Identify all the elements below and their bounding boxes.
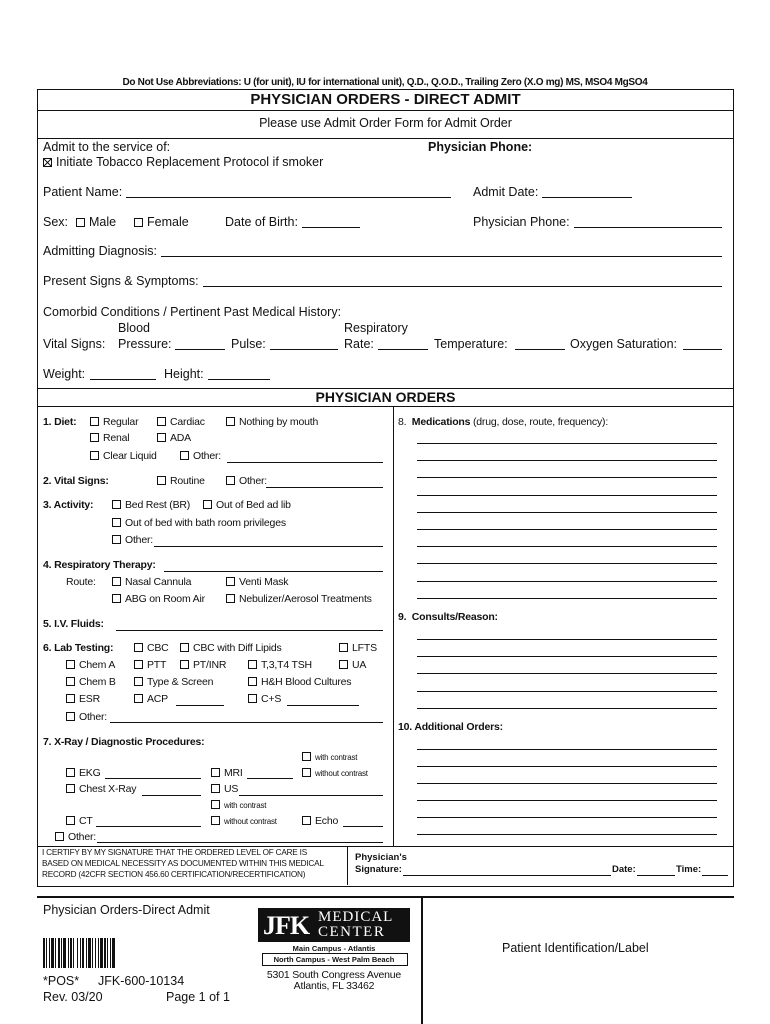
admit-date-field[interactable]	[542, 197, 632, 198]
activity-oob-ad-lib[interactable]	[203, 499, 291, 511]
diet-npo[interactable]	[226, 416, 318, 428]
label: with contrast	[315, 753, 358, 762]
us-field[interactable]	[239, 795, 383, 796]
ct-with-contrast[interactable]	[211, 800, 266, 810]
divider	[37, 846, 734, 847]
lab-ua[interactable]	[339, 659, 366, 671]
write-in-line[interactable]	[417, 800, 717, 801]
diet-other-field[interactable]	[227, 462, 383, 463]
write-in-line[interactable]	[417, 766, 717, 767]
iv-fluids-field[interactable]	[116, 630, 383, 631]
xray-ct[interactable]	[66, 815, 93, 827]
lab-cs[interactable]	[248, 693, 281, 705]
signs-symptoms-field[interactable]	[203, 286, 722, 287]
barcode-bar	[68, 938, 69, 968]
admit-date-label: Admit Date:	[473, 185, 539, 199]
acp-field[interactable]	[176, 705, 224, 706]
signature-label-1: Physician's	[355, 852, 407, 863]
page-number: Page 1 of 1	[166, 990, 230, 1004]
lab-testing-label: 6. Lab Testing:	[43, 642, 114, 654]
address-line-2: Atlantis, FL 33462	[293, 980, 375, 992]
main-campus: Main Campus - Atlantis	[292, 944, 376, 953]
lab-acp[interactable]	[134, 693, 168, 705]
lab-lfts[interactable]	[339, 642, 377, 654]
label: CBC with Diff Lipids	[193, 642, 282, 654]
checkbox[interactable]	[55, 832, 64, 841]
pulse-field[interactable]	[270, 349, 338, 350]
checkbox[interactable]	[302, 752, 311, 761]
signature-field[interactable]	[403, 875, 611, 876]
checkbox[interactable]	[339, 660, 348, 669]
jfk-logo	[258, 908, 410, 942]
lab-cbc-diff[interactable]	[180, 642, 282, 654]
checkbox[interactable]	[112, 518, 121, 527]
write-in-line[interactable]	[417, 708, 717, 709]
write-in-line[interactable]	[417, 512, 717, 513]
pos-label: *POS*	[43, 974, 80, 988]
resp-nasal[interactable]	[112, 576, 191, 588]
respiratory-label: 4. Respiratory Therapy:	[43, 559, 156, 571]
label: US	[224, 783, 239, 795]
activity-other-field[interactable]	[154, 546, 383, 547]
tobacco-protocol[interactable]	[43, 155, 323, 169]
write-in-line[interactable]	[417, 546, 717, 547]
checkbox[interactable]	[157, 433, 166, 442]
checkbox[interactable]	[66, 694, 75, 703]
physician-phone-header: Physician Phone:	[428, 140, 533, 154]
sex-label: Sex:	[43, 215, 69, 229]
label: Nasal Cannula	[125, 576, 192, 588]
address-line-1: 5301 South Congress Avenue	[266, 969, 402, 981]
checkbox[interactable]	[248, 660, 257, 669]
dob-field[interactable]	[302, 227, 360, 228]
checkbox[interactable]	[157, 476, 166, 485]
time-label: Time:	[676, 864, 702, 875]
signs-symptoms-label: Present Signs & Symptoms:	[43, 274, 199, 288]
xray-ekg[interactable]	[66, 767, 101, 779]
rate-field[interactable]	[378, 349, 428, 350]
male-option[interactable]	[76, 215, 116, 229]
form-number: JFK-600-10134	[98, 974, 185, 988]
xray-chest[interactable]	[66, 783, 136, 795]
write-in-line[interactable]	[417, 817, 717, 818]
height-label: Height:	[164, 367, 204, 381]
tobacco-label: Initiate Tobacco Replacement Protocol if smoker	[56, 155, 324, 169]
date-label: Date:	[612, 864, 636, 875]
echo-field[interactable]	[343, 826, 383, 827]
checkbox[interactable]	[180, 643, 189, 652]
rate-label: Rate:	[344, 337, 374, 351]
mri-without-contrast[interactable]	[302, 768, 368, 778]
label: ADA	[170, 432, 191, 444]
bold: Medications	[411, 416, 471, 428]
vitals-routine[interactable]	[157, 475, 205, 487]
diet-clear-liquid[interactable]	[90, 450, 157, 462]
num: 10.	[398, 721, 412, 733]
vital-signs-label: Vital Signs:	[43, 337, 106, 351]
label: Out of Bed ad lib	[216, 499, 291, 511]
vitals-other[interactable]	[226, 475, 267, 487]
bold: Additional Orders:	[414, 721, 503, 733]
diet-label: 1. Diet:	[43, 416, 77, 428]
mri-with-contrast[interactable]	[302, 752, 357, 762]
label: without contrast	[224, 817, 277, 826]
xray-label: 7. X-Ray / Diagnostic Procedures:	[43, 736, 205, 748]
lab-ptt[interactable]	[134, 659, 166, 671]
write-in-line[interactable]	[417, 691, 717, 692]
divider	[37, 110, 734, 111]
label: H&H Blood Cultures	[261, 676, 352, 688]
label: Echo	[315, 815, 339, 827]
write-in-line[interactable]	[417, 598, 717, 599]
label: CBC	[147, 642, 169, 654]
write-in-line[interactable]	[417, 783, 717, 784]
route-label: Route:	[66, 576, 96, 588]
label: LFTS	[352, 642, 377, 654]
pulse-label: Pulse:	[231, 337, 266, 351]
xray-echo[interactable]	[302, 815, 338, 827]
label: Other:	[193, 450, 221, 462]
label: ABG on Room Air	[125, 593, 205, 605]
patient-name-field[interactable]	[126, 197, 451, 198]
checkbox[interactable]	[134, 660, 143, 669]
checkbox[interactable]	[76, 218, 85, 227]
ct-field[interactable]	[96, 826, 201, 827]
hint: (drug, dose, route, frequency):	[473, 416, 609, 428]
ct-without-contrast[interactable]	[211, 816, 277, 826]
iv-fluids-label: 5. I.V. Fluids:	[43, 618, 104, 630]
patient-name-label: Patient Name:	[43, 185, 123, 199]
label: CT	[79, 815, 93, 827]
barcode-bar	[77, 938, 78, 968]
label: Other:	[239, 475, 267, 487]
checkbox[interactable]	[134, 677, 143, 686]
label: Venti Mask	[239, 576, 289, 588]
column-divider	[393, 406, 394, 846]
orders-title: PHYSICIAN ORDERS	[315, 389, 456, 405]
barcode-bar	[70, 938, 72, 968]
checkbox[interactable]	[302, 768, 311, 777]
label: EKG	[79, 767, 101, 779]
checkbox[interactable]	[112, 577, 121, 586]
label: UA	[352, 659, 367, 671]
label: PT/INR	[193, 659, 227, 671]
barcode-bar	[51, 938, 54, 968]
temperature-field[interactable]	[515, 349, 565, 350]
barcode-bar	[80, 938, 81, 968]
barcode-bar	[73, 938, 74, 968]
checked-checkbox[interactable]	[43, 158, 52, 167]
checkbox[interactable]	[211, 784, 220, 793]
checkbox[interactable]	[112, 535, 121, 544]
abbreviation-warning: Do Not Use Abbreviations: U (for unit), IU for international unit), Q.D., Q.O.D., Trailing Zero (X.O mg) MS, MSO4 MgSO4	[122, 77, 648, 88]
footer-column-divider	[421, 897, 423, 1024]
checkbox[interactable]	[134, 218, 143, 227]
barcode-bar	[55, 938, 56, 968]
temperature-label: Temperature:	[434, 337, 508, 351]
resp-venti[interactable]	[226, 576, 288, 588]
north-campus: North Campus - West Palm Beach	[273, 955, 395, 964]
checkbox[interactable]	[66, 784, 75, 793]
patient-label-area: Patient Identification/Label	[502, 941, 649, 955]
ekg-field[interactable]	[105, 778, 201, 779]
write-in-line[interactable]	[417, 581, 717, 582]
label: Out of bed with bath room privileges	[125, 517, 286, 529]
label: Clear Liquid	[103, 450, 157, 462]
checkbox[interactable]	[66, 712, 75, 721]
label: Type & Screen	[147, 676, 214, 688]
label: Other:	[125, 534, 153, 546]
checkbox[interactable]	[66, 660, 75, 669]
write-in-line[interactable]	[417, 443, 717, 444]
cs-field[interactable]	[287, 705, 359, 706]
height-field[interactable]	[208, 379, 270, 380]
checkbox[interactable]	[66, 677, 75, 686]
checkbox[interactable]	[180, 660, 189, 669]
checkbox[interactable]	[226, 594, 235, 603]
label: ACP	[147, 693, 168, 705]
divider	[347, 846, 348, 885]
vitals-other-field[interactable]	[266, 487, 383, 488]
write-in-line[interactable]	[417, 563, 717, 564]
medications-label	[398, 416, 608, 428]
barcode-bar	[112, 938, 115, 968]
divider	[37, 138, 734, 139]
divider	[37, 406, 734, 407]
checkbox[interactable]	[112, 500, 121, 509]
checkbox[interactable]	[226, 476, 235, 485]
label: PTT	[147, 659, 167, 671]
diet-ada[interactable]	[157, 432, 191, 444]
diet-renal[interactable]	[90, 432, 129, 444]
activity-other[interactable]	[112, 534, 153, 546]
vital-signs-order-label: 2. Vital Signs:	[43, 475, 109, 487]
write-in-line[interactable]	[417, 477, 717, 478]
pressure-field[interactable]	[175, 349, 225, 350]
label: Routine	[170, 475, 205, 487]
checkbox[interactable]	[134, 643, 143, 652]
logo-medical: MEDICAL	[318, 909, 394, 925]
physician-phone-field[interactable]	[574, 227, 722, 228]
xray-other[interactable]	[55, 831, 96, 843]
barcode-bar	[43, 938, 45, 968]
label: C+S	[261, 693, 282, 705]
date-field[interactable]	[637, 875, 675, 876]
checkbox[interactable]	[157, 417, 166, 426]
barcode-bar	[82, 938, 84, 968]
weight-field[interactable]	[90, 379, 156, 380]
oxygen-label: Oxygen Saturation:	[570, 337, 678, 351]
logo-center: CENTER	[318, 924, 386, 940]
barcode-icon	[43, 938, 147, 968]
write-in-line[interactable]	[417, 834, 717, 835]
barcode-bar	[58, 938, 60, 968]
activity-label: 3. Activity:	[43, 499, 94, 511]
oxygen-field[interactable]	[683, 349, 722, 350]
checkbox[interactable]	[66, 816, 75, 825]
activity-bedrest[interactable]	[112, 499, 190, 511]
diet-cardiac[interactable]	[157, 416, 205, 428]
checkbox[interactable]	[180, 451, 189, 460]
barcode-bar	[88, 938, 91, 968]
dob-label: Date of Birth:	[225, 215, 298, 229]
barcode-bar	[86, 938, 87, 968]
activity-oob-bath[interactable]	[112, 517, 286, 529]
admitting-diagnosis-field[interactable]	[161, 256, 722, 257]
label: without contrast	[315, 769, 368, 778]
barcode-bar	[63, 938, 66, 968]
lab-esr[interactable]	[66, 693, 100, 705]
checkbox[interactable]	[248, 677, 257, 686]
physician-phone-label: Physician Phone:	[473, 215, 570, 229]
write-in-line[interactable]	[417, 656, 717, 657]
label: Other:	[68, 831, 96, 843]
barcode-bar	[46, 938, 47, 968]
admitting-diagnosis-label: Admitting Diagnosis:	[43, 244, 157, 258]
checkbox[interactable]	[226, 417, 235, 426]
checkbox[interactable]	[90, 451, 99, 460]
footer-divider	[37, 896, 734, 898]
checkbox[interactable]	[66, 768, 75, 777]
checkbox[interactable]	[302, 816, 311, 825]
blood-label: Blood	[118, 321, 150, 335]
revision: Rev. 03/20	[43, 990, 103, 1004]
label: MRI	[224, 767, 243, 779]
female-label: Female	[147, 215, 189, 229]
label: Regular	[103, 416, 139, 428]
signature-label-2: Signature:	[355, 864, 402, 875]
label: Chem A	[79, 659, 116, 671]
barcode-bar	[98, 938, 99, 968]
label: Chem B	[79, 676, 116, 688]
lab-t3t4[interactable]	[248, 659, 312, 671]
checkbox[interactable]	[134, 694, 143, 703]
consults-label	[398, 611, 498, 623]
write-in-line[interactable]	[417, 460, 717, 461]
checkbox[interactable]	[203, 500, 212, 509]
checkbox[interactable]	[112, 594, 121, 603]
form-frame	[37, 89, 734, 887]
label: Nebulizer/Aerosol Treatments	[239, 593, 372, 605]
barcode-bar	[104, 938, 106, 968]
form-subtitle: Please use Admit Order Form for Admit Order	[259, 116, 512, 130]
respiratory-label: Respiratory	[344, 321, 408, 335]
additional-orders-label	[398, 721, 503, 733]
num: 9.	[398, 611, 407, 623]
lab-type-screen[interactable]	[134, 676, 213, 688]
certify-line-2: BASED ON MEDICAL NECESSITY AS DOCUMENTED WITHIN THIS MEDICAL	[42, 859, 324, 868]
write-in-line[interactable]	[417, 495, 717, 496]
checkbox[interactable]	[90, 433, 99, 442]
lab-chem-b[interactable]	[66, 676, 116, 688]
certify-line-1: I CERTIFY BY MY SIGNATURE THAT THE ORDERED LEVEL OF CARE IS	[42, 848, 307, 857]
label: Bed Rest (BR)	[125, 499, 191, 511]
certify-line-3: RECORD (42CFR SECTION 456.60 CERTIFICATION/RECERTIFICATION)	[42, 870, 306, 879]
chest-xray-field[interactable]	[142, 795, 201, 796]
checkbox[interactable]	[248, 694, 257, 703]
checkmark-x-icon	[43, 158, 52, 167]
checkbox[interactable]	[211, 800, 220, 809]
pressure-label: Pressure:	[118, 337, 172, 351]
resp-neb[interactable]	[226, 593, 372, 605]
label: with contrast	[224, 801, 267, 810]
checkbox[interactable]	[339, 643, 348, 652]
checkbox[interactable]	[211, 768, 220, 777]
barcode-bar	[107, 938, 108, 968]
logo-jfk: JFK	[263, 911, 310, 940]
lab-chem-a[interactable]	[66, 659, 115, 671]
resp-abg[interactable]	[112, 593, 205, 605]
footer-form-name: Physician Orders-Direct Admit	[43, 903, 210, 917]
admit-service-label: Admit to the service of:	[43, 140, 171, 154]
lab-cbc[interactable]	[134, 642, 169, 654]
label: T,3,T4 TSH	[261, 659, 312, 671]
comorbid-label: Comorbid Conditions / Pertinent Past Medical History:	[43, 305, 342, 319]
label: Nothing by mouth	[239, 416, 319, 428]
bold: Consults/Reason:	[411, 611, 498, 623]
weight-label: Weight:	[43, 367, 86, 381]
xray-us[interactable]	[211, 783, 238, 795]
barcode-bar	[49, 938, 50, 968]
label: ESR	[79, 693, 100, 705]
write-in-line[interactable]	[417, 529, 717, 530]
form-title: PHYSICIAN ORDERS - DIRECT ADMIT	[250, 91, 521, 108]
label: Other:	[79, 711, 107, 723]
respiratory-field[interactable]	[164, 571, 383, 572]
mri-field[interactable]	[247, 778, 293, 779]
lab-pt-inr[interactable]	[180, 659, 226, 671]
checkbox[interactable]	[90, 417, 99, 426]
label: Renal	[103, 432, 130, 444]
lab-other[interactable]	[66, 711, 107, 723]
xray-mri[interactable]	[211, 767, 243, 779]
lab-hh[interactable]	[248, 676, 351, 688]
write-in-line[interactable]	[417, 749, 717, 750]
barcode-bar	[100, 938, 103, 968]
time-field[interactable]	[702, 875, 728, 876]
barcode-bar	[95, 938, 96, 968]
lab-other-field[interactable]	[110, 722, 383, 723]
write-in-line[interactable]	[417, 673, 717, 674]
label: Cardiac	[170, 416, 205, 428]
male-label: Male	[89, 215, 117, 229]
diet-other[interactable]	[180, 450, 221, 462]
checkbox[interactable]	[226, 577, 235, 586]
checkbox[interactable]	[211, 816, 220, 825]
label: Chest X-Ray	[79, 783, 137, 795]
write-in-line[interactable]	[417, 639, 717, 640]
barcode-bar	[92, 938, 93, 968]
num: 8.	[398, 416, 407, 428]
xray-other-field[interactable]	[97, 842, 383, 843]
diet-regular[interactable]	[90, 416, 138, 428]
barcode-bar	[61, 938, 62, 968]
barcode-bar	[110, 938, 111, 968]
female-option[interactable]	[134, 215, 189, 229]
